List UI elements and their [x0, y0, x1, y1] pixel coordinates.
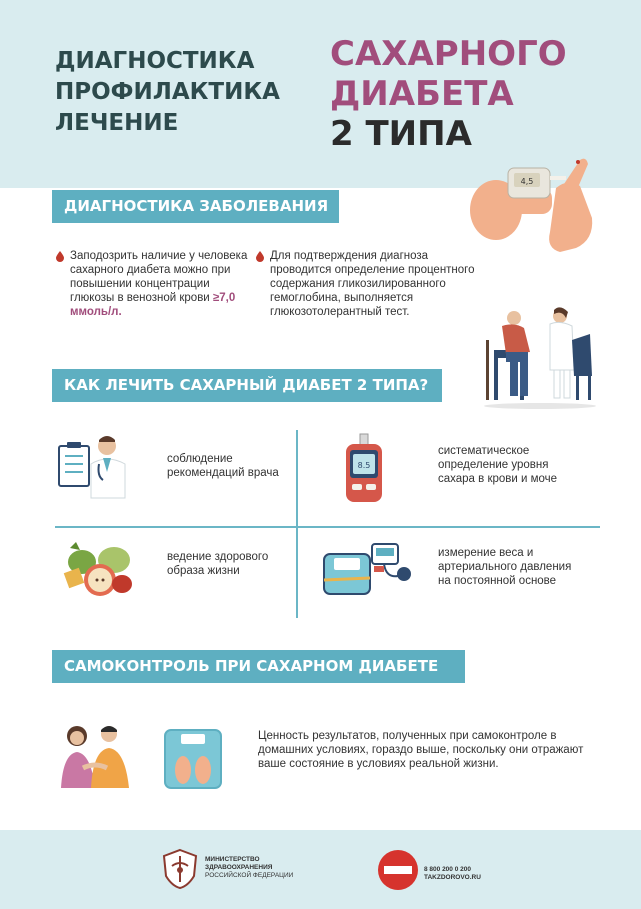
- bathroom-scale-icon: [163, 728, 223, 790]
- bullet-diagnosis-2: [270, 249, 490, 319]
- couple-icon: [55, 722, 135, 788]
- hotline-contacts: [424, 866, 481, 882]
- title-line-diagnostics: ДИАГНОСТИКА: [55, 48, 255, 74]
- treatment-item-glucometer: систематическое определение уровня сахара в крови и моче: [438, 445, 558, 485]
- grid-divider-vertical: [296, 430, 298, 618]
- glucose-threshold: ≥7,0 ммоль/л.: [70, 292, 236, 318]
- header-right-title: [330, 34, 567, 154]
- takzdorovo-logo-icon: [376, 848, 420, 892]
- bullet-diagnosis-2-text: Для подтверждения диагноза проводится определение процентного содержания гликозилированного гемоглобина, выполняется глюкозотолерантный тест.: [270, 250, 475, 318]
- header-left-title: [55, 46, 280, 139]
- blood-drop-icon: [56, 251, 64, 261]
- ministry-line-2: ЗДРАВООХРАНЕНИЯ: [205, 864, 273, 871]
- section-diagnosis-title: ДИАГНОСТИКА ЗАБОЛЕВАНИЯ: [52, 190, 339, 223]
- section-treatment-title: КАК ЛЕЧИТЬ САХАРНЫЙ ДИАБЕТ 2 ТИПА?: [52, 369, 442, 402]
- hotline-site: TAKZDOROVO.RU: [424, 874, 481, 881]
- glucometer-screen-value: 4,5: [520, 177, 534, 186]
- bullet-diagnosis-1: [70, 249, 250, 319]
- glucometer-reading: 8.5: [357, 461, 371, 470]
- ministry-name: [205, 856, 293, 880]
- glucometer-icon: [342, 434, 386, 504]
- vegetables-icon: [62, 540, 138, 602]
- blood-drop-icon: [256, 251, 264, 261]
- scale-tonometer-icon: [320, 538, 415, 602]
- treatment-item-lifestyle: ведение здорового образа жизни: [167, 551, 269, 577]
- glucometer-hand-icon: [468, 148, 608, 258]
- selfcontrol-text: Ценность результатов, полученных при самоконтроле в домашних условиях, гораздо выше, поскольку они отражают ваше состояние в условиях реальной жизни.: [258, 730, 584, 770]
- doctor-patient-icon: [480, 300, 600, 410]
- ministry-line-3: РОССИЙСКОЙ ФЕДЕРАЦИИ: [205, 872, 294, 879]
- bullet-diagnosis-1-text: Заподозрить наличие у человека сахарного диабета можно при повышении концентрации глюкозы в венозной крови: [70, 250, 248, 304]
- ministry-line-1: МИНИСТЕРСТВО: [205, 856, 260, 863]
- doctor-icon: [55, 432, 135, 502]
- section-selfcontrol-title: САМОКОНТРОЛЬ ПРИ САХАРНОМ ДИАБЕТЕ: [52, 650, 465, 683]
- footer-band: [0, 830, 641, 909]
- title-line-diabetes: ДИАБЕТА: [330, 74, 514, 114]
- title-line-prevention: ПРОФИЛАКТИКА: [55, 79, 280, 105]
- grid-divider-horizontal: [55, 526, 600, 528]
- hotline-phone: 8 800 200 0 200: [424, 866, 471, 873]
- title-line-type2: 2 ТИПА: [330, 114, 472, 154]
- treatment-item-doctor: соблюдение рекомендаций врача: [167, 453, 279, 479]
- title-line-sugar: САХАРНОГО: [330, 34, 567, 74]
- ministry-emblem-icon: [162, 848, 198, 890]
- treatment-item-measurements: измерение веса и артериального давления на постоянной основе: [438, 547, 572, 587]
- title-line-treatment: ЛЕЧЕНИЕ: [55, 110, 179, 136]
